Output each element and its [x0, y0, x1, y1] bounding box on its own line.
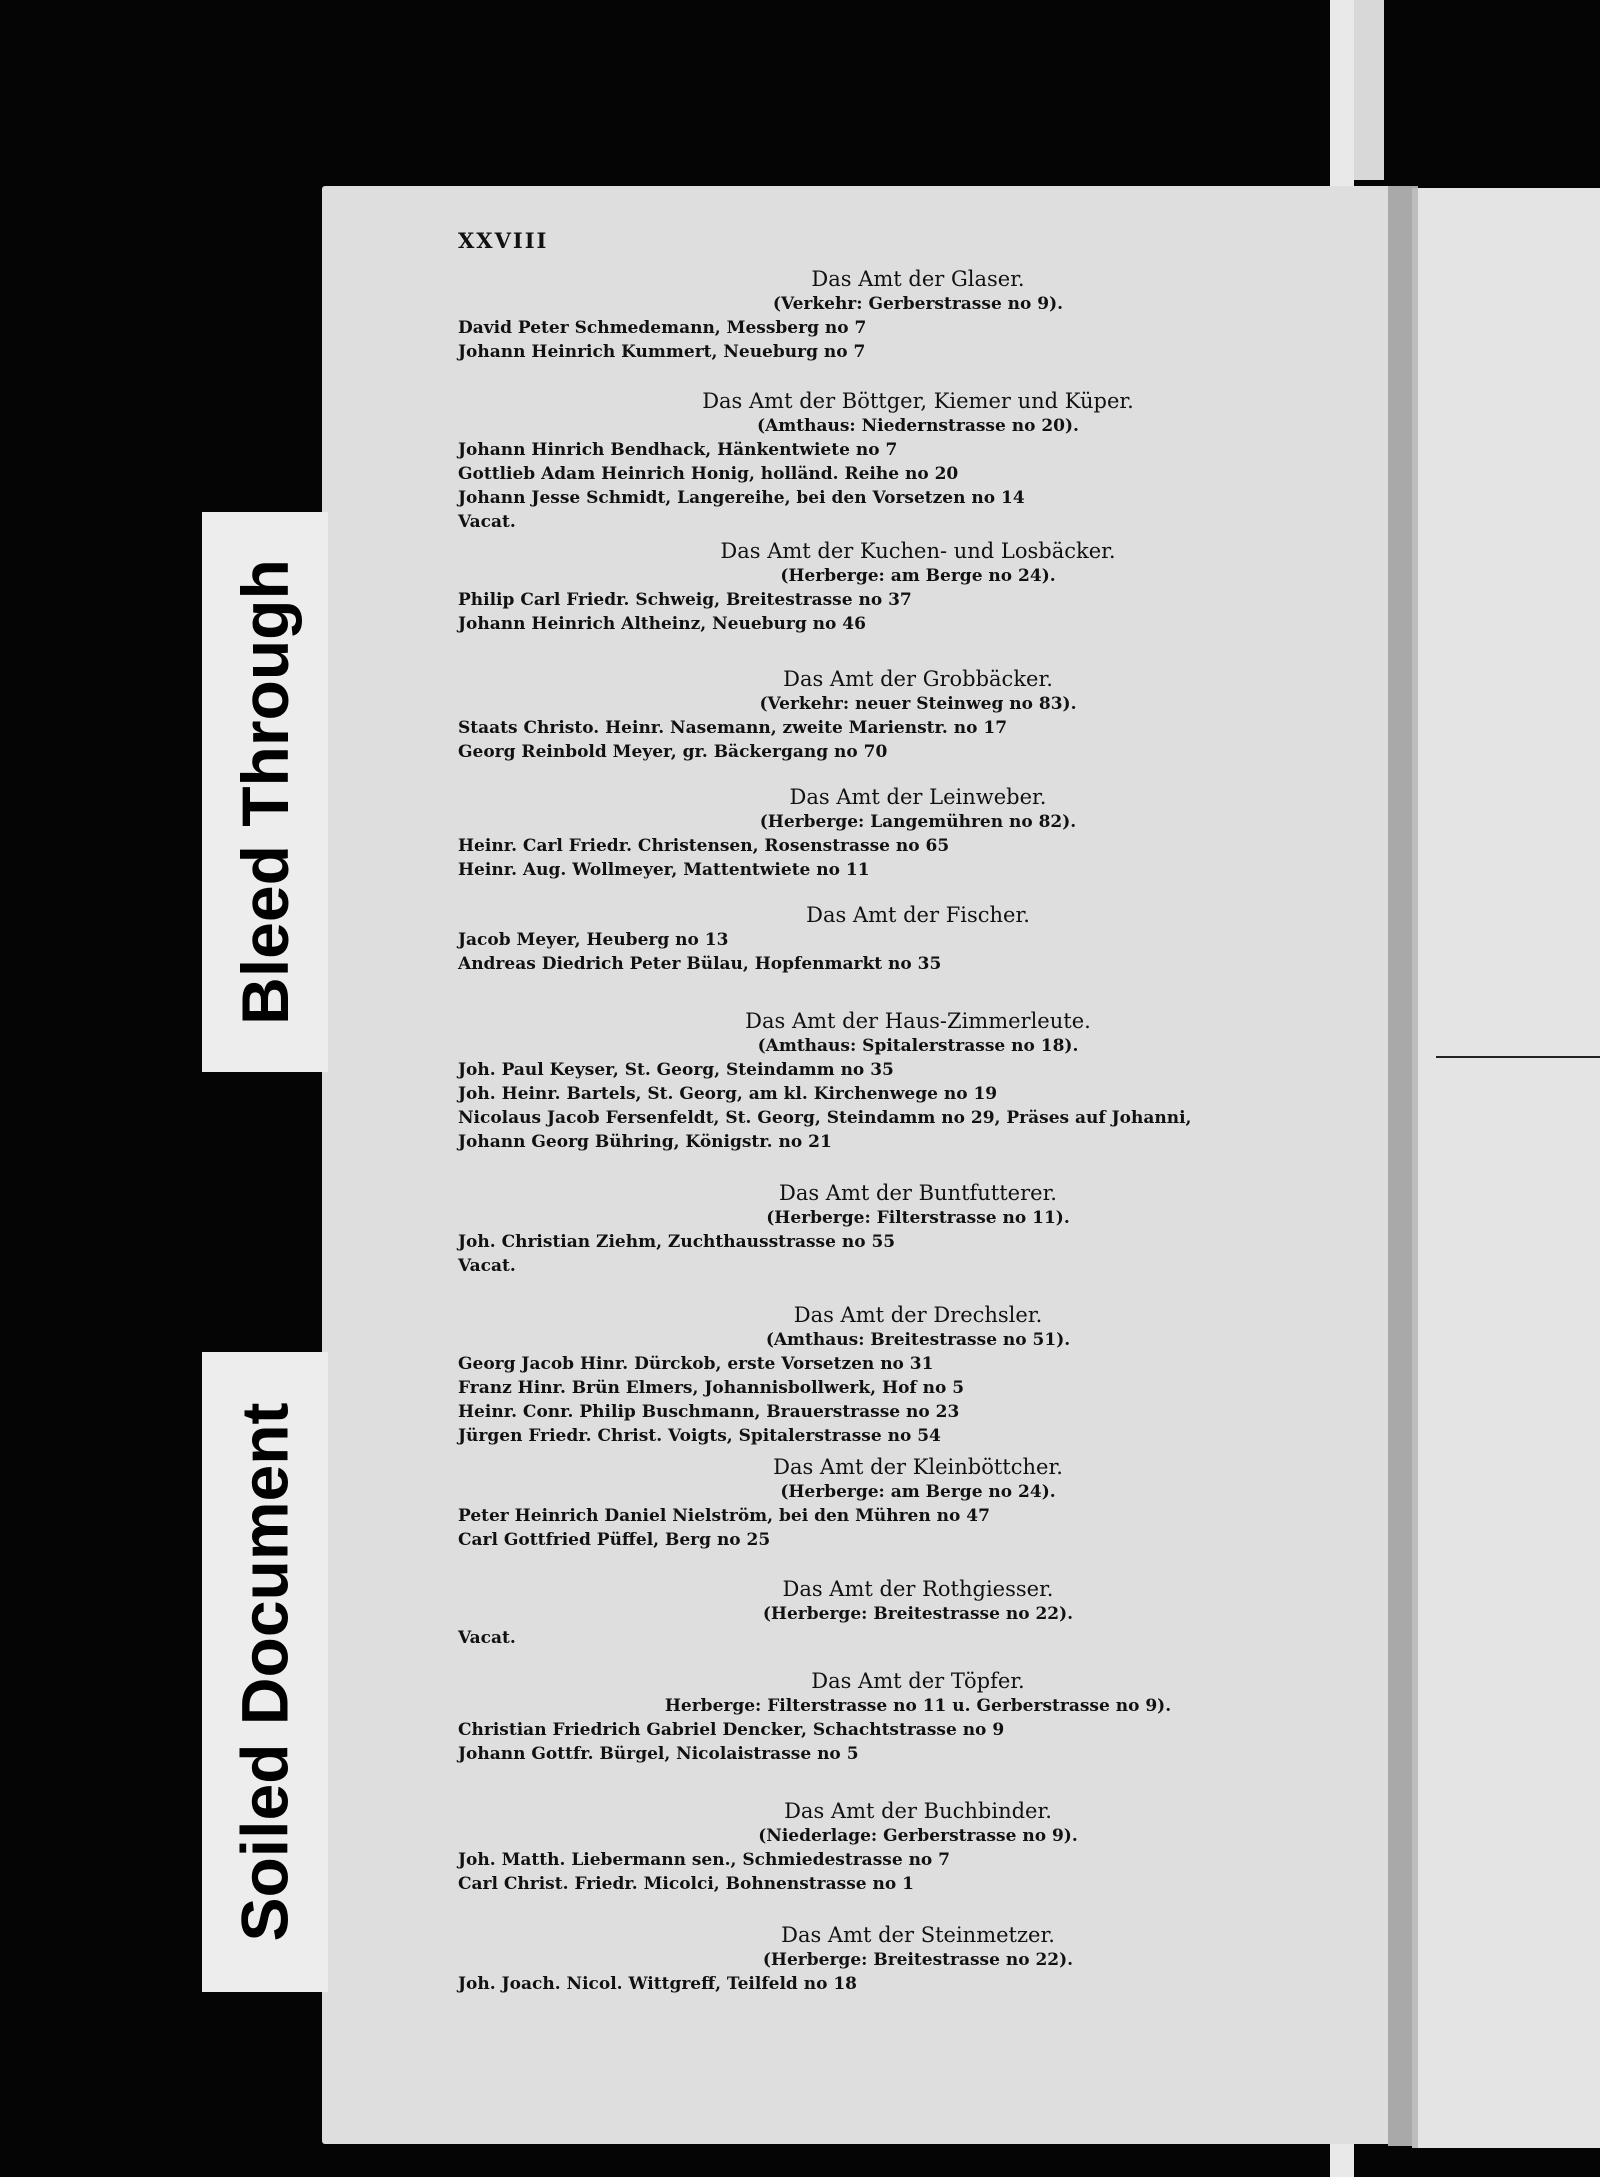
member-entry: David Peter Schmedemann, Messberg no 7	[458, 318, 867, 338]
member-entry: Johann Hinrich Bendhack, Hänkentwiete no 7	[458, 440, 898, 460]
soiled-document-text: Soiled Document	[228, 1402, 302, 1942]
guild-title: Das Amt der Böttger, Kiemer und Küper.	[702, 389, 1134, 413]
scanner-edge-strip-top	[1354, 0, 1384, 180]
guild-section	[458, 388, 1358, 534]
guild-title: Das Amt der Buntfutterer.	[779, 1181, 1057, 1205]
member-entry: Joh. Christian Ziehm, Zuchthausstrasse no 55	[458, 1232, 896, 1252]
member-entry: Vacat.	[458, 1256, 516, 1276]
guild-title: Das Amt der Kuchen- und Losbäcker.	[720, 539, 1116, 563]
guild-meeting-place: (Herberge: Breitestrasse no 22).	[762, 1604, 1074, 1624]
guild-title: Das Amt der Töpfer.	[811, 1669, 1025, 1693]
member-entry: Christian Friedrich Gabriel Dencker, Schachtstrasse no 9	[458, 1720, 1005, 1740]
member-entry: Jacob Meyer, Heuberg no 13	[458, 930, 729, 950]
guild-meeting-place: (Niederlage: Gerberstrasse no 9).	[758, 1826, 1078, 1846]
guild-section	[458, 902, 1358, 976]
guild-section	[458, 266, 1358, 364]
guild-meeting-place: (Verkehr: neuer Steinweg no 83).	[759, 694, 1077, 714]
page-number: XXVIII	[458, 228, 549, 253]
guild-section	[458, 538, 1358, 636]
guild-section	[458, 1922, 1358, 1996]
guild-meeting-place: (Herberge: Langemühren no 82).	[759, 812, 1077, 832]
member-entry: Carl Gottfried Püffel, Berg no 25	[458, 1530, 771, 1550]
guild-section	[458, 784, 1358, 882]
guild-meeting-place: (Herberge: am Berge no 24).	[780, 566, 1056, 586]
guild-title: Das Amt der Rothgiesser.	[782, 1577, 1054, 1601]
right-page	[1412, 188, 1600, 2148]
guild-section	[458, 1302, 1358, 1448]
member-entry: Vacat.	[458, 512, 516, 532]
member-entry: Georg Reinbold Meyer, gr. Bäckergang no 70	[458, 742, 888, 762]
member-entry: Philip Carl Friedr. Schweig, Breitestrasse no 37	[458, 590, 912, 610]
member-entry: Johann Gottfr. Bürgel, Nicolaistrasse no 5	[458, 1744, 859, 1764]
guild-title: Das Amt der Haus-Zimmerleute.	[745, 1009, 1091, 1033]
section-divider-rule	[1436, 1056, 1600, 1058]
member-entry: Carl Christ. Friedr. Micolci, Bohnenstrasse no 1	[458, 1874, 914, 1894]
guild-title: Das Amt der Grobbäcker.	[783, 667, 1053, 691]
guild-section	[458, 1576, 1358, 1650]
member-entry: Peter Heinrich Daniel Nielström, bei den Mühren no 47	[458, 1506, 990, 1526]
guild-section	[458, 1668, 1358, 1766]
guild-section	[458, 666, 1358, 764]
guild-meeting-place: (Amthaus: Spitalerstrasse no 18).	[757, 1036, 1079, 1056]
member-entry: Heinr. Conr. Philip Buschmann, Brauerstrasse no 23	[458, 1402, 960, 1422]
guild-meeting-place: (Amthaus: Breitestrasse no 51).	[765, 1330, 1071, 1350]
guild-meeting-place: (Amthaus: Niedernstrasse no 20).	[757, 416, 1079, 436]
guild-meeting-place: (Herberge: am Berge no 24).	[780, 1482, 1056, 1502]
guild-section	[458, 1454, 1358, 1552]
bleed-through-text: Bleed Through	[228, 559, 302, 1025]
guild-meeting-place: (Verkehr: Gerberstrasse no 9).	[772, 294, 1064, 314]
guild-section	[458, 1180, 1358, 1278]
member-entry: Franz Hinr. Brün Elmers, Johannisbollwerk, Hof no 5	[458, 1378, 965, 1398]
member-entry: Joh. Paul Keyser, St. Georg, Steindamm no 35	[458, 1060, 894, 1080]
member-entry: Vacat.	[458, 1628, 516, 1648]
member-entry: Joh. Heinr. Bartels, St. Georg, am kl. Kirchenwege no 19	[458, 1084, 998, 1104]
member-entry: Jürgen Friedr. Christ. Voigts, Spitalerstrasse no 54	[458, 1426, 941, 1446]
guild-meeting-place: (Herberge: Breitestrasse no 22).	[762, 1950, 1074, 1970]
member-entry: Staats Christo. Heinr. Nasemann, zweite Marienstr. no 17	[458, 718, 1008, 738]
guild-section	[458, 1008, 1358, 1154]
guild-title: Das Amt der Glaser.	[811, 267, 1025, 291]
guild-title: Das Amt der Steinmetzer.	[781, 1923, 1055, 1947]
member-entry: Heinr. Aug. Wollmeyer, Mattentwiete no 11	[458, 860, 870, 880]
member-entry: Gottlieb Adam Heinrich Honig, holländ. Reihe no 20	[458, 464, 959, 484]
soiled-document-label	[202, 1352, 328, 1992]
member-entry: Johann Jesse Schmidt, Langereihe, bei den Vorsetzen no 14	[458, 488, 1025, 508]
guild-title: Das Amt der Drechsler.	[793, 1303, 1043, 1327]
guild-title: Das Amt der Leinweber.	[789, 785, 1047, 809]
guild-meeting-place: (Herberge: Filterstrasse no 11).	[766, 1208, 1070, 1228]
member-entry: Andreas Diedrich Peter Bülau, Hopfenmarkt no 35	[458, 954, 942, 974]
member-entry: Johann Heinrich Kummert, Neueburg no 7	[458, 342, 866, 362]
bleed-through-label	[202, 512, 328, 1072]
member-entry: Johann Heinrich Altheinz, Neueburg no 46	[458, 614, 866, 634]
member-entry: Johann Georg Bühring, Königstr. no 21	[458, 1132, 832, 1152]
guild-title: Das Amt der Fischer.	[806, 903, 1030, 927]
guild-meeting-place: Herberge: Filterstrasse no 11 u. Gerberstrasse no 9).	[664, 1696, 1172, 1716]
member-entry: Heinr. Carl Friedr. Christensen, Rosenstrasse no 65	[458, 836, 950, 856]
guild-title: Das Amt der Kleinböttcher.	[773, 1455, 1063, 1479]
member-entry: Joh. Matth. Liebermann sen., Schmiedestrasse no 7	[458, 1850, 951, 1870]
member-entry: Georg Jacob Hinr. Dürckob, erste Vorsetzen no 31	[458, 1354, 934, 1374]
guild-section	[458, 1798, 1358, 1896]
guild-title: Das Amt der Buchbinder.	[784, 1799, 1052, 1823]
member-entry: Nicolaus Jacob Fersenfeldt, St. Georg, Steindamm no 29, Präses auf Johanni,	[458, 1108, 1192, 1128]
member-entry: Joh. Joach. Nicol. Wittgreff, Teilfeld no 18	[458, 1974, 858, 1994]
